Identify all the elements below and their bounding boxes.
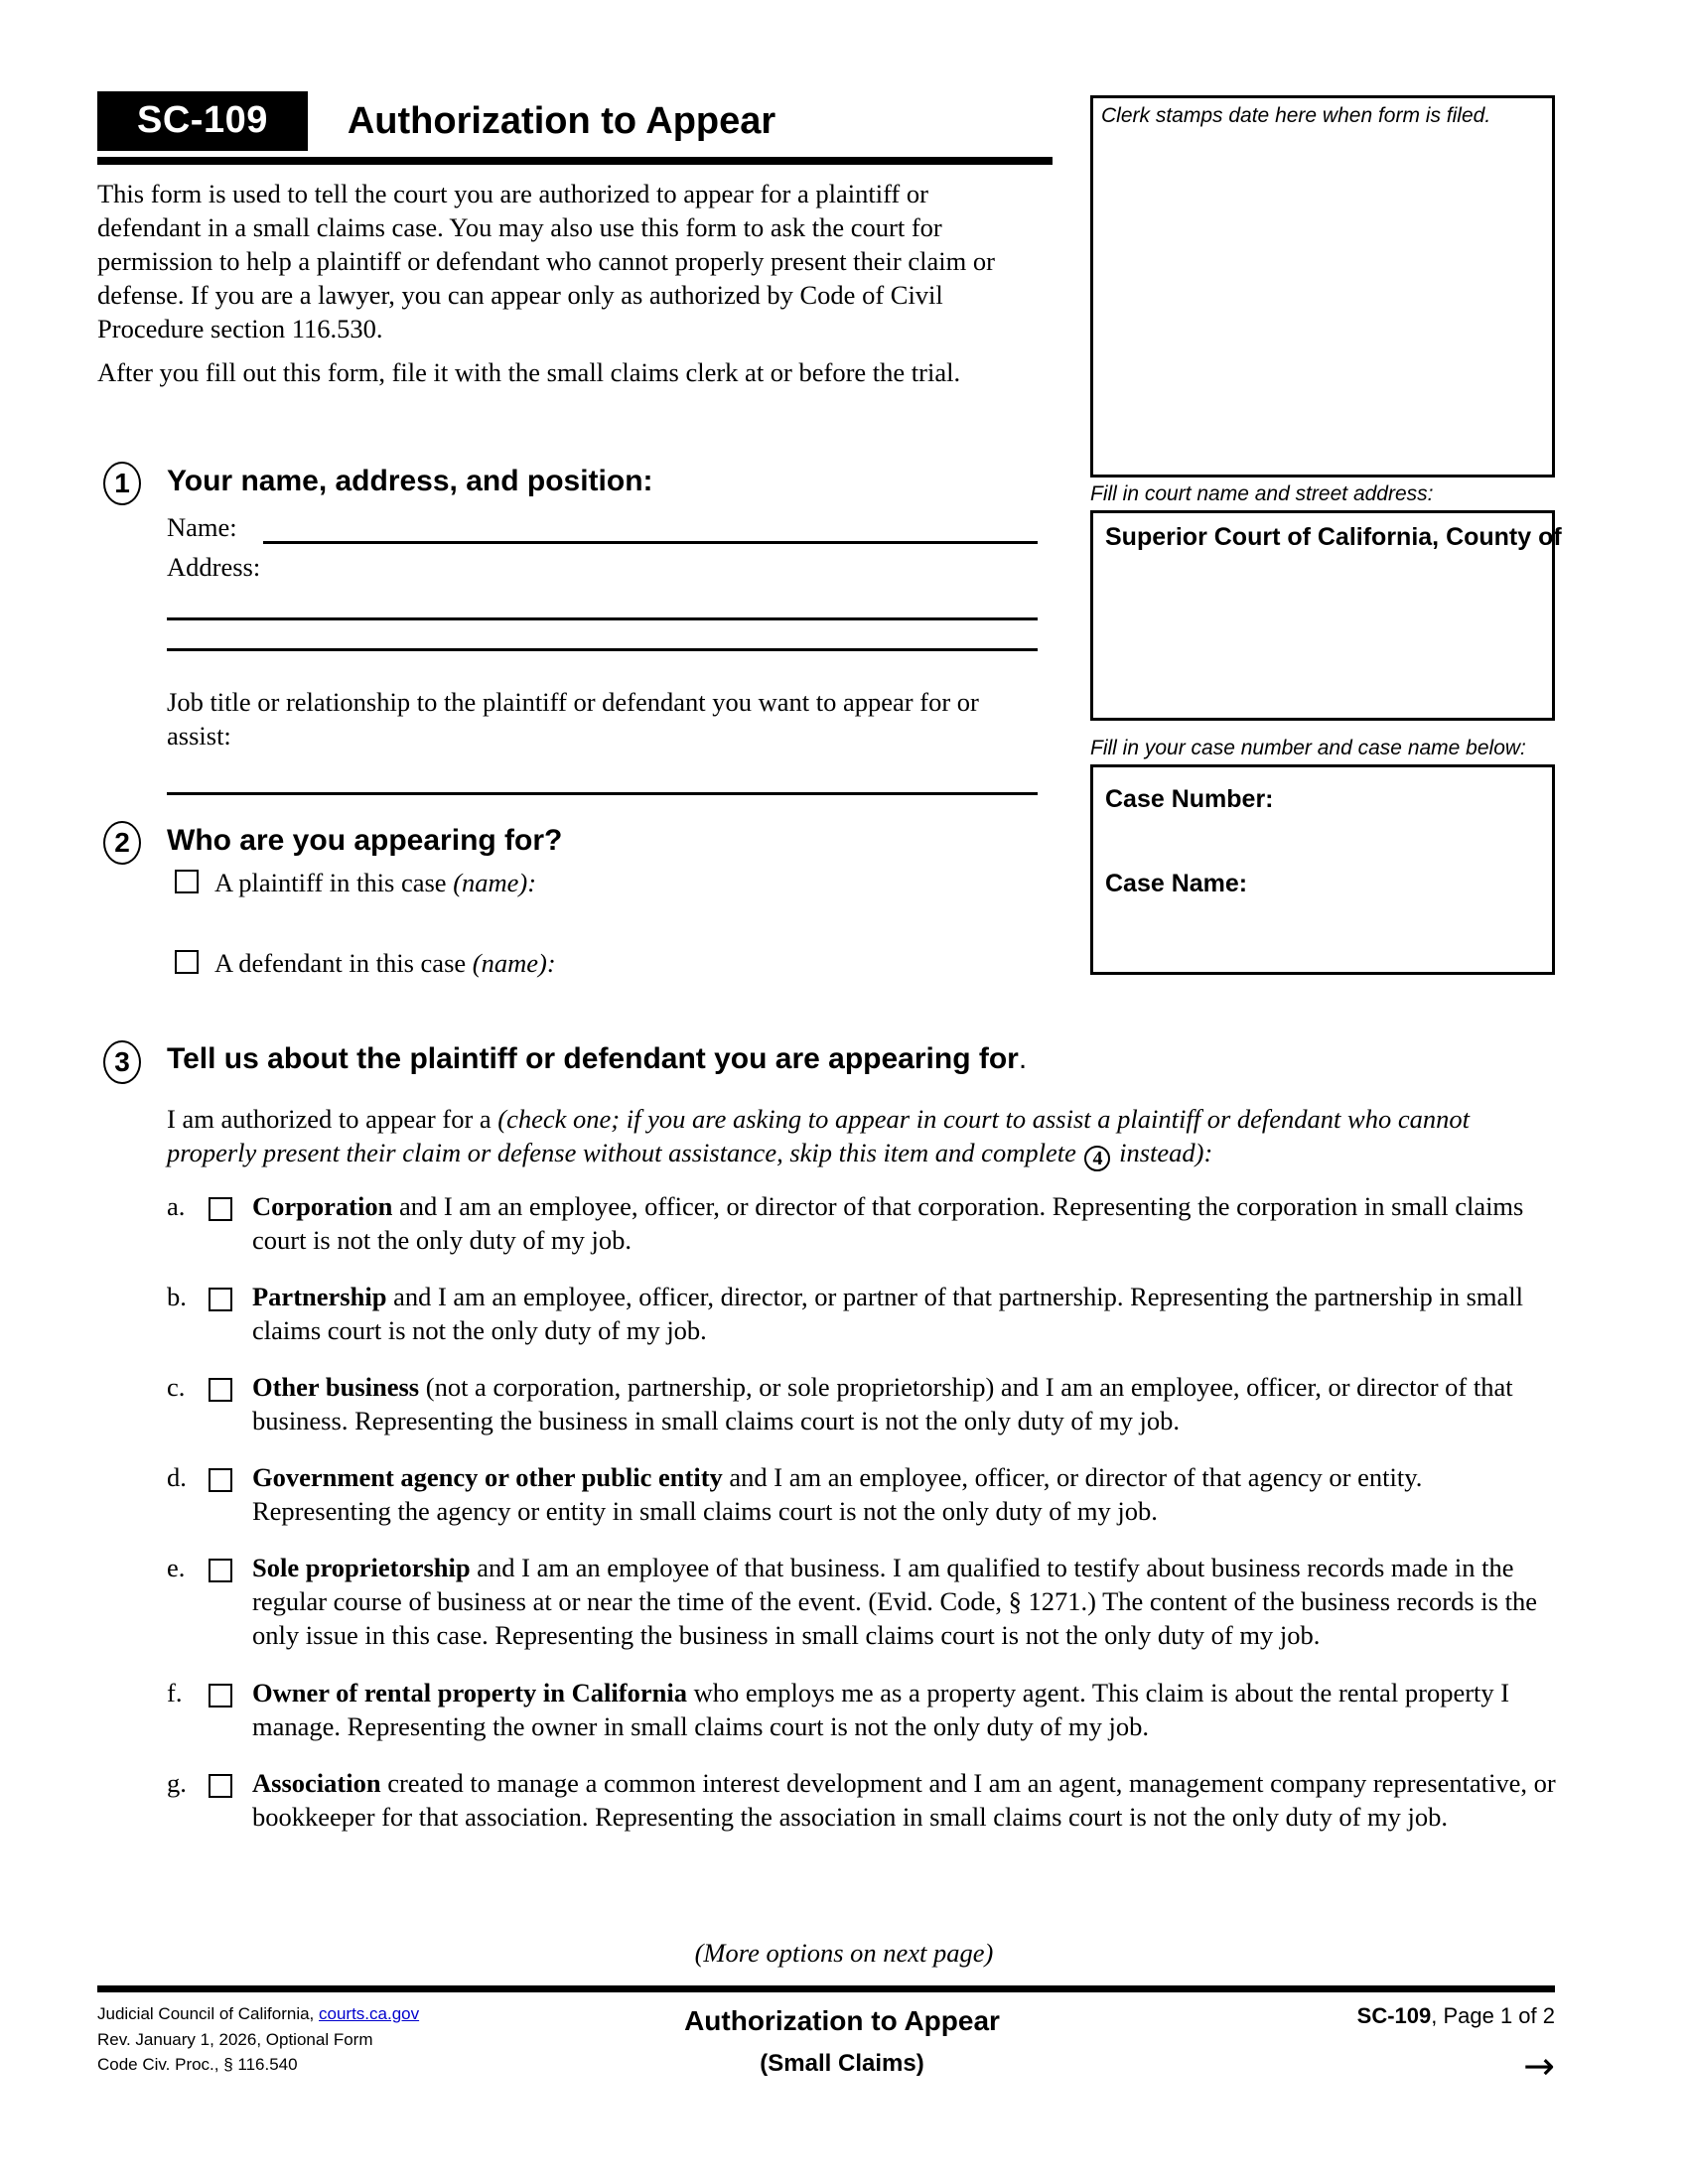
defendant-option-row[interactable] — [175, 948, 556, 979]
option-row-c[interactable] — [167, 1370, 1557, 1437]
defendant-option-label: A defendant in this case — [214, 948, 473, 978]
option-row-a[interactable] — [167, 1189, 1557, 1257]
plaintiff-option-label: A plaintiff in this case — [214, 868, 454, 897]
footer-form-subtitle: (Small Claims) — [760, 2050, 924, 2077]
courts-website-link[interactable]: courts.ca.gov — [319, 2004, 420, 2023]
option-g-rest: created to manage a common interest development and I am an agent, management company representative, or bookkeeper for that association. Representing the association in small claims court is not the only duty of my job. — [252, 1767, 1556, 1832]
job-title-input-line[interactable] — [167, 792, 1038, 795]
item-3-instruction-italic-1: (check one; if you are asking to appear in court to assist a plaintiff or defendant who cannot properly present their claim or defense without assistance, skip this item and complete — [167, 1104, 1470, 1168]
option-b-bold: Partnership — [252, 1282, 387, 1312]
more-options-note: (More options on next page) — [694, 1938, 994, 1968]
clerk-stamp-label: Clerk stamps date here when form is filed. — [1101, 104, 1491, 127]
court-name-box[interactable] — [1090, 510, 1562, 721]
option-g-text — [252, 1766, 1557, 1834]
address-input-line-1[interactable] — [167, 617, 1038, 620]
option-g-checkbox[interactable] — [209, 1774, 232, 1798]
intro-paragraph-1: This form is used to tell the court you are authorized to appear for a plaintiff or defendant in a small claims case. You may also use this form to ask the court for permission to help a plaintiff or defendant who cannot properly present their claim or defense. If you are a lawyer, you can appear only as authorized by Code of Civil Procedure section 116.530. — [97, 179, 995, 344]
item-3-number: 3 — [103, 1040, 141, 1084]
option-checkbox-cell-b[interactable] — [209, 1280, 252, 1317]
address-label: Address: — [167, 552, 261, 582]
footer-right-block — [1356, 2003, 1555, 2088]
option-checkbox-cell-f[interactable] — [209, 1676, 252, 1713]
option-e-text — [252, 1551, 1557, 1652]
court-box-caption: Fill in court name and street address: — [1090, 482, 1434, 505]
form-header — [97, 91, 1051, 151]
option-checkbox-cell-d[interactable] — [209, 1460, 252, 1498]
defendant-checkbox[interactable] — [175, 950, 199, 974]
footer-left-block — [97, 2001, 419, 2078]
option-a-rest: and I am an employee, officer, or director of that corporation. Representing the corporation in small claims court is not the only duty of my job. — [252, 1191, 1524, 1256]
option-letter-f: f. — [167, 1677, 183, 1707]
option-d-rest: and I am an employee, officer, or director of that agency or entity. Representing the agency or entity in small claims court is not the only duty of my job. — [252, 1462, 1423, 1527]
option-a-text — [252, 1189, 1557, 1257]
item-3-heading-period: . — [1018, 1042, 1028, 1075]
case-name-label: Case Name: — [1105, 870, 1248, 897]
item-3-instruction — [167, 1102, 1557, 1171]
authorization-options-list — [167, 1189, 1557, 1856]
option-c-checkbox[interactable] — [209, 1378, 232, 1402]
case-number-label: Case Number: — [1105, 785, 1274, 813]
option-d-checkbox[interactable] — [209, 1468, 232, 1492]
item-2-number: 2 — [103, 821, 141, 865]
item-3-heading-text: Tell us about the plaintiff or defendant you are appearing for — [167, 1042, 1019, 1075]
item-3-instruction-lead: I am authorized to appear for a — [167, 1104, 498, 1134]
intro-text — [97, 177, 1011, 389]
plaintiff-option-note: (name): — [453, 868, 537, 897]
option-row-g[interactable] — [167, 1766, 1557, 1834]
intro-paragraph-2: After you fill out this form, file it with the small claims clerk at or before the trial. — [97, 357, 961, 388]
option-row-b[interactable] — [167, 1280, 1557, 1347]
option-e-checkbox[interactable] — [209, 1559, 232, 1582]
option-checkbox-cell-a[interactable] — [209, 1189, 252, 1227]
footer-form-title: Authorization to Appear — [684, 2005, 1000, 2036]
option-row-f[interactable] — [167, 1676, 1557, 1743]
option-c-text — [252, 1370, 1557, 1437]
item-4-reference-circle: 4 — [1084, 1146, 1110, 1171]
footer-page-info — [1357, 2003, 1555, 2029]
job-title-prompt: Job title or relationship to the plaintiff or defendant you want to appear for or assist: — [167, 687, 979, 751]
option-letter-e: e. — [167, 1553, 186, 1583]
footer-page-number: , Page 1 of 2 — [1431, 2003, 1555, 2028]
footer-code-citation: Code Civ. Proc., § 116.540 — [97, 2055, 298, 2074]
item-2-heading: Who are you appearing for? — [167, 824, 563, 857]
name-input-line[interactable] — [263, 541, 1038, 544]
option-b-text — [252, 1280, 1557, 1347]
footer-form-code: SC-109 — [1356, 2003, 1432, 2028]
plaintiff-checkbox[interactable] — [175, 870, 199, 893]
option-letter-a: a. — [167, 1191, 186, 1221]
option-f-rest: who employs me as a property agent. This claim is about the rental property I manage. Representing the owner in small claims court is not the only duty of my job. — [252, 1677, 1510, 1741]
option-checkbox-cell-g[interactable] — [209, 1766, 252, 1804]
item-1-heading: Your name, address, and position: — [167, 465, 653, 497]
option-a-bold: Corporation — [252, 1191, 393, 1221]
item-1-number: 1 — [103, 462, 141, 505]
address-input-line-2[interactable] — [167, 648, 1038, 651]
option-a-checkbox[interactable] — [209, 1197, 232, 1221]
option-row-d[interactable] — [167, 1460, 1557, 1528]
case-box-caption: Fill in your case number and case name below: — [1090, 737, 1526, 759]
footer-council-line — [97, 2001, 419, 2027]
option-d-bold: Government agency or other public entity — [252, 1462, 723, 1493]
item-3-instruction-italic-2: instead): — [1112, 1138, 1213, 1168]
item-3-heading — [167, 1042, 1027, 1076]
case-info-box[interactable] — [1090, 764, 1555, 975]
option-checkbox-cell-c[interactable] — [209, 1370, 252, 1408]
option-f-bold: Owner of rental property in California — [252, 1677, 687, 1707]
option-checkbox-cell-e[interactable] — [209, 1551, 252, 1588]
option-f-text — [252, 1676, 1557, 1743]
option-e-bold: Sole proprietorship — [252, 1553, 471, 1583]
plaintiff-option-row[interactable] — [175, 868, 536, 898]
option-f-checkbox[interactable] — [209, 1684, 232, 1707]
option-letter-b: b. — [167, 1282, 187, 1312]
form-footer — [97, 2001, 1555, 2130]
option-g-bold: Association — [252, 1767, 381, 1798]
option-e-rest: and I am an employee of that business. I am qualified to testify about business records made in the regular course of business at or near the time of the event. (Evid. Code, § 1271.) The content of the business records is the only issue in this case. Representing the business in small claims court is not the only duty of my job. — [252, 1553, 1537, 1651]
option-b-checkbox[interactable] — [209, 1288, 232, 1311]
form-title: Authorization to Appear — [347, 100, 776, 142]
footer-revision-line: Rev. January 1, 2026, Optional Form — [97, 2029, 373, 2049]
footer-divider — [97, 1985, 1555, 1992]
footer-center-block — [524, 2003, 1160, 2078]
option-c-bold: Other business — [252, 1372, 420, 1403]
option-letter-g: g. — [167, 1767, 187, 1798]
footer-council-text: Judicial Council of California, — [97, 2004, 319, 2023]
next-page-arrow-icon: → — [1523, 2044, 1555, 2088]
option-c-rest: (not a corporation, partnership, or sole proprietorship) and I am an employee, officer, or director of that business. Representing the business in small claims court is not the only duty of my job. — [252, 1372, 1513, 1436]
clerk-stamp-box — [1090, 95, 1555, 478]
option-b-rest: and I am an employee, officer, director, or partner of that partnership. Representing the partnership in small claims court is not the only duty of my job. — [252, 1282, 1524, 1346]
name-label: Name: — [167, 512, 237, 542]
option-letter-c: c. — [167, 1372, 186, 1403]
court-name-value: Superior Court of California, County of — [1105, 523, 1562, 551]
defendant-option-note: (name): — [472, 948, 556, 978]
form-code-badge: SC-109 — [97, 91, 308, 151]
header-divider — [97, 157, 1053, 165]
option-letter-d: d. — [167, 1462, 187, 1493]
option-d-text — [252, 1460, 1557, 1528]
option-row-e[interactable] — [167, 1551, 1557, 1652]
